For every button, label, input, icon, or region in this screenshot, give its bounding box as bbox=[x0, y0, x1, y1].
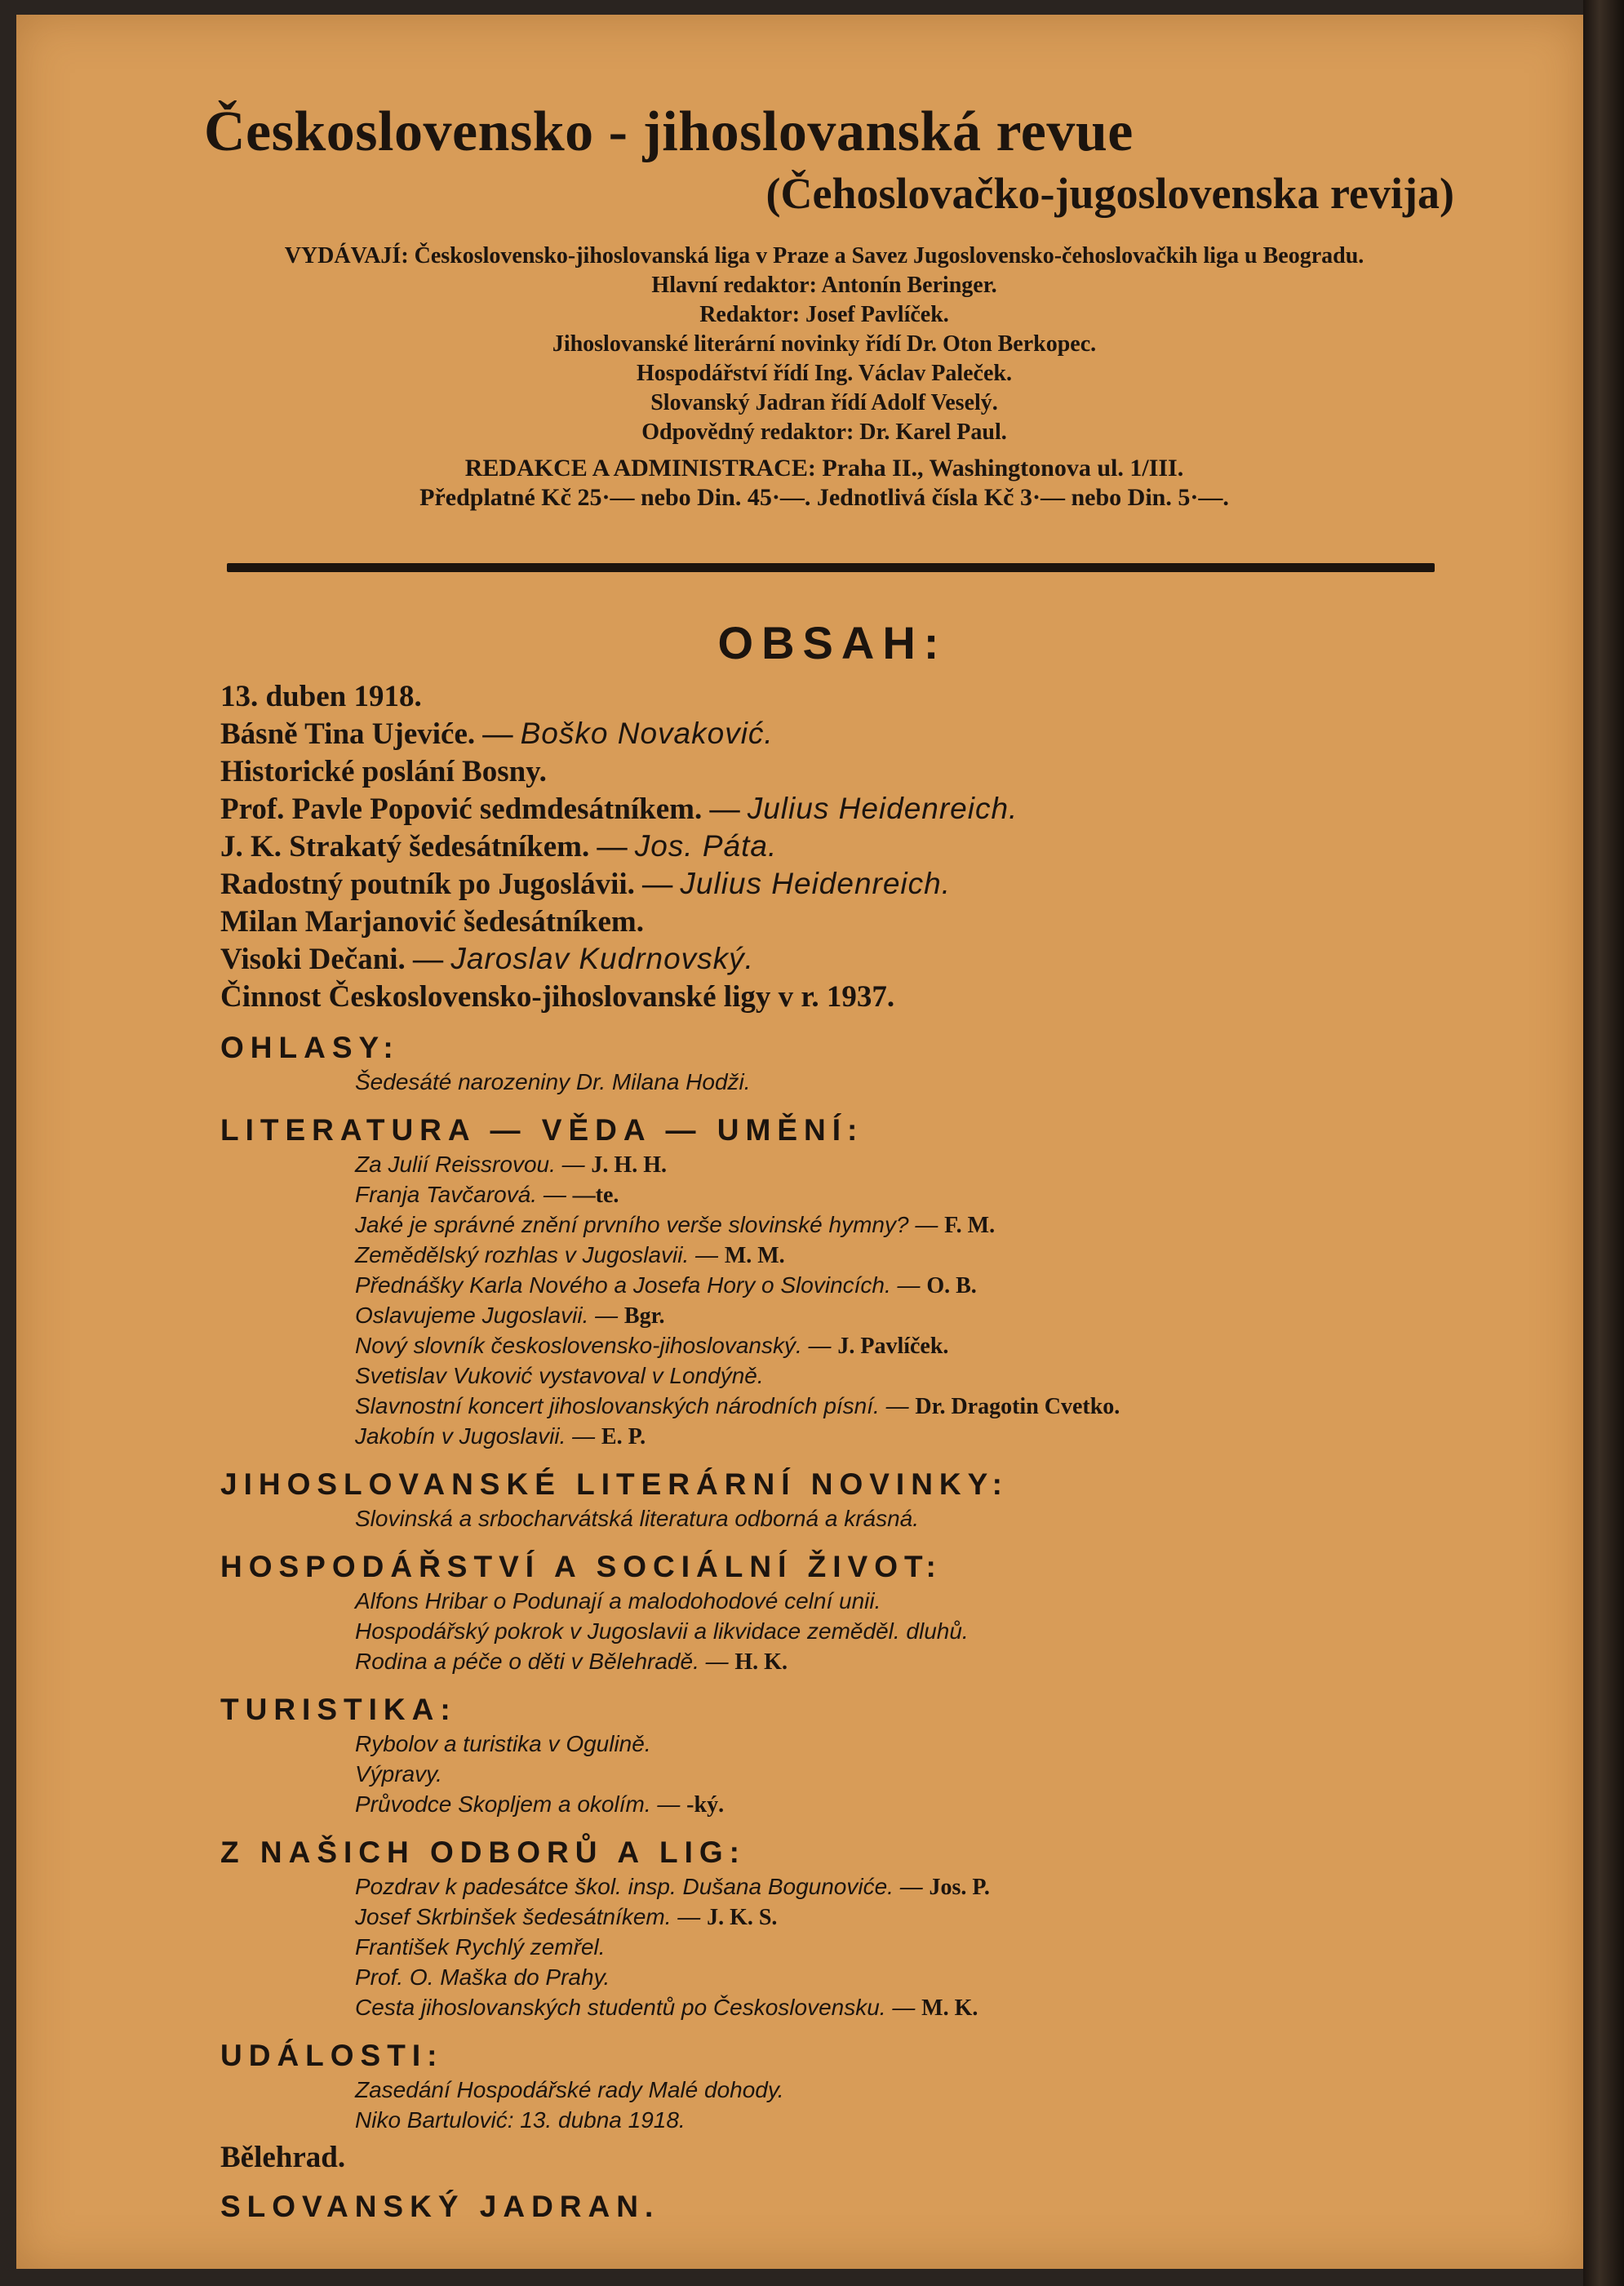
staff-line: Odpovědný redaktor: Dr. Karel Paul. bbox=[641, 419, 1007, 445]
section-item bbox=[355, 1587, 1444, 1617]
staff-line: Slovanský Jadran řídí Adolf Veselý. bbox=[650, 390, 998, 415]
item-title: Jaké je správné znění prvního verše slovinské hymny? — bbox=[355, 1212, 945, 1237]
item-title: Zasedání Hospodářské rady Malé dohody. bbox=[355, 2077, 784, 2102]
item-signature: J. H. H. bbox=[591, 1152, 667, 1178]
item-title: Průvodce Skopljem a okolím. — bbox=[355, 1791, 687, 1817]
section-heading: HOSPODÁŘSTVÍ A SOCIÁLNÍ ŽIVOT: bbox=[220, 1550, 943, 1583]
section-item bbox=[355, 1210, 1444, 1241]
item-title: Prof. O. Maška do Prahy. bbox=[355, 1964, 610, 1990]
item-title: Franja Tavčarová. — bbox=[355, 1182, 573, 1207]
item-signature: Jos. P. bbox=[929, 1875, 990, 1900]
section-item bbox=[355, 1422, 1444, 1452]
section-item bbox=[355, 2075, 1444, 2106]
section-item bbox=[355, 1617, 1444, 1647]
item-title: Rodina a péče o děti v Bělehradě. — bbox=[355, 1649, 735, 1674]
section-item bbox=[355, 1729, 1444, 1760]
section-item bbox=[355, 1993, 1444, 2023]
item-title: Cesta jihoslovanských studentů po Československu. — bbox=[355, 1995, 922, 2020]
publisher-line: VYDÁVAJÍ: Československo-jihoslovanská liga v Praze a Savez Jugoslovensko-čehoslovačkih liga u Beogradu. bbox=[284, 243, 1364, 269]
item-title: Slovinská a srbocharvátská literatura odborná a krásná. bbox=[355, 1506, 920, 1531]
item-signature: F. M. bbox=[944, 1213, 996, 1238]
item-signature: J. K. S. bbox=[707, 1905, 778, 1930]
toc-sections bbox=[220, 1028, 1444, 2136]
item-signature: —te. bbox=[572, 1183, 619, 1208]
item-title: Přednášky Karla Nového a Josefa Hory o Slovincích. — bbox=[355, 1272, 927, 1298]
journal-title: Československo - jihoslovanská revue bbox=[204, 100, 1134, 163]
subscription-price: Předplatné Kč 25·— nebo Din. 45·—. Jednotlivá čísla Kč 3·— nebo Din. 5·—. bbox=[419, 484, 1229, 511]
item-signature: O. B. bbox=[926, 1273, 977, 1298]
item-title: Svetislav Vuković vystavoval v Londýně. bbox=[355, 1363, 764, 1388]
administration-address: REDAKCE A ADMINISTRACE: Praha II., Washingtonova ul. 1/III. bbox=[464, 455, 1184, 482]
trailing-entry: Bělehrad. bbox=[220, 2141, 346, 2174]
entry-author: Julius Heidenreich. bbox=[680, 867, 952, 900]
entry-title: Visoki Dečani. — bbox=[220, 943, 451, 976]
entry-author: Jaroslav Kudrnovský. bbox=[450, 942, 754, 975]
journal-subtitle: (Čehoslovačko-jugoslovenska revija) bbox=[765, 169, 1454, 218]
section-item bbox=[355, 1361, 1444, 1392]
section-item bbox=[355, 1760, 1444, 1790]
toc-section bbox=[220, 1690, 1444, 1820]
publication-info bbox=[204, 242, 1444, 513]
section-item bbox=[355, 2106, 1444, 2136]
section-heading: LITERATURA — VĚDA — UMĚNÍ: bbox=[220, 1113, 864, 1147]
item-title: Zemědělský rozhlas v Jugoslavii. — bbox=[355, 1242, 725, 1267]
section-item bbox=[355, 1331, 1444, 1361]
section-item bbox=[355, 1150, 1444, 1180]
item-title: Rybolov a turistika v Ogulině. bbox=[355, 1731, 651, 1756]
item-signature: -ký. bbox=[686, 1792, 725, 1818]
section-heading: TURISTIKA: bbox=[220, 1693, 457, 1726]
main-entries bbox=[220, 677, 1444, 1015]
section-heading: UDÁLOSTI: bbox=[220, 2039, 444, 2072]
section-item bbox=[355, 1301, 1444, 1331]
section-item bbox=[355, 1180, 1444, 1210]
section-heading: Z NAŠICH ODBORŮ A LIG: bbox=[220, 1835, 746, 1869]
section-heading: OHLASY: bbox=[220, 1031, 400, 1064]
entry-title: Historické poslání Bosny. bbox=[220, 755, 547, 788]
item-title: Niko Bartulović: 13. dubna 1918. bbox=[355, 2107, 686, 2133]
staff-line: Hlavní redaktor: Antonín Beringer. bbox=[651, 273, 997, 298]
table-of-contents bbox=[220, 616, 1444, 2226]
entry-author: Julius Heidenreich. bbox=[747, 792, 1018, 825]
section-item bbox=[355, 1963, 1444, 1993]
item-signature: Dr. Dragotin Cvetko. bbox=[915, 1394, 1120, 1419]
entry-title: Radostný poutník po Jugoslávii. — bbox=[220, 868, 681, 901]
staff-line: Jihoslovanské literární novinky řídí Dr. Oton Berkopec. bbox=[552, 331, 1097, 357]
section-item bbox=[355, 1872, 1444, 1902]
toc-entry bbox=[220, 865, 1444, 903]
toc-entry bbox=[220, 828, 1444, 865]
item-title: Pozdrav k padesátce škol. insp. Dušana Bogunoviće. — bbox=[355, 1874, 930, 1899]
toc-title: OBSAH: bbox=[717, 617, 947, 668]
section-item bbox=[355, 1933, 1444, 1963]
masthead bbox=[204, 98, 1454, 513]
staff-line: Redaktor: Josef Pavlíček. bbox=[699, 302, 949, 327]
toc-entry bbox=[220, 677, 1444, 715]
section-item bbox=[355, 1504, 1444, 1534]
final-heading: SLOVANSKÝ JADRAN. bbox=[220, 2190, 660, 2223]
section-item bbox=[355, 1068, 1444, 1098]
item-title: Nový slovník československo-jihoslovanský. — bbox=[355, 1333, 838, 1358]
entry-title: Básně Tina Ujeviće. — bbox=[220, 717, 521, 751]
toc-entry bbox=[220, 790, 1444, 828]
section-item bbox=[355, 1902, 1444, 1933]
staff-list bbox=[204, 271, 1444, 447]
item-title: Alfons Hribar o Podunají a malodohodové celní unii. bbox=[355, 1588, 881, 1614]
entry-title: J. K. Strakatý šedesátníkem. — bbox=[220, 830, 635, 863]
toc-entry bbox=[220, 752, 1444, 790]
item-signature: E. P. bbox=[601, 1424, 646, 1449]
toc-entry bbox=[220, 978, 1444, 1015]
entry-author: Jos. Páta. bbox=[634, 829, 778, 863]
staff-line: Hospodářství řídí Ing. Václav Paleček. bbox=[637, 361, 1012, 386]
toc-section bbox=[220, 1465, 1444, 1534]
item-title: Hospodářský pokrok v Jugoslavii a likvidace zeměděl. dluhů. bbox=[355, 1618, 969, 1644]
item-title: Oslavujeme Jugoslavii. — bbox=[355, 1303, 624, 1328]
toc-entry bbox=[220, 940, 1444, 978]
toc-section bbox=[220, 1111, 1444, 1452]
item-signature: H. K. bbox=[734, 1649, 788, 1675]
toc-entry bbox=[220, 715, 1444, 752]
section-item bbox=[355, 1241, 1444, 1271]
item-title: Jakobín v Jugoslavii. — bbox=[355, 1423, 601, 1449]
entry-title: Milan Marjanović šedesátníkem. bbox=[220, 905, 644, 939]
item-title: Josef Skrbinšek šedesátníkem. — bbox=[355, 1904, 708, 1929]
item-title: Šedesáté narozeniny Dr. Milana Hodži. bbox=[355, 1069, 751, 1094]
section-item bbox=[355, 1392, 1444, 1422]
entry-author: Boško Novaković. bbox=[520, 717, 774, 750]
entry-title: Činnost Československo-jihoslovanské ligy v r. 1937. bbox=[220, 980, 895, 1014]
section-item bbox=[355, 1271, 1444, 1301]
section-item bbox=[355, 1647, 1444, 1677]
item-title: Výpravy. bbox=[355, 1761, 442, 1787]
item-signature: M. M. bbox=[724, 1243, 785, 1268]
item-signature: Bgr. bbox=[623, 1303, 665, 1329]
divider-rule bbox=[227, 563, 1435, 572]
item-title: Slavnostní koncert jihoslovanských národních písní. — bbox=[355, 1393, 916, 1418]
item-signature: M. K. bbox=[921, 1995, 978, 2021]
item-title: Za Julií Reissrovou. — bbox=[355, 1152, 592, 1177]
toc-section bbox=[220, 2036, 1444, 2136]
toc-section bbox=[220, 1547, 1444, 1677]
item-title: František Rychlý zemřel. bbox=[355, 1934, 606, 1960]
toc-section bbox=[220, 1028, 1444, 1098]
toc-section bbox=[220, 1833, 1444, 2023]
toc-entry bbox=[220, 903, 1444, 940]
entry-title: 13. duben 1918. bbox=[220, 680, 422, 713]
section-item bbox=[355, 1790, 1444, 1820]
item-signature: J. Pavlíček. bbox=[837, 1334, 949, 1359]
section-heading: JIHOSLOVANSKÉ LITERÁRNÍ NOVINKY: bbox=[220, 1467, 1009, 1501]
book-spine bbox=[1583, 0, 1624, 2286]
entry-title: Prof. Pavle Popović sedmdesátníkem. — bbox=[220, 792, 748, 826]
